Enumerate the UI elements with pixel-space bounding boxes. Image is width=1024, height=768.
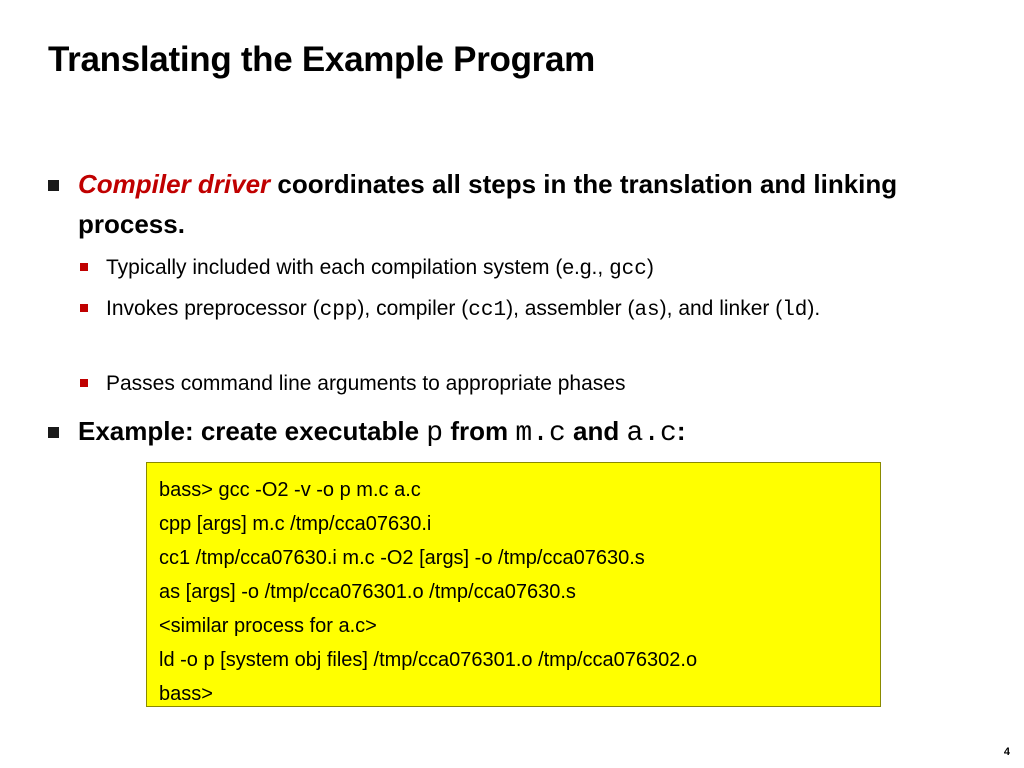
bullet-example <box>48 411 968 454</box>
page-number: 4 <box>1003 746 1010 758</box>
terminal-line: bass> <box>159 683 213 705</box>
text-segment: from <box>443 416 516 446</box>
bullet-text <box>78 164 968 244</box>
bullet-text <box>78 411 968 454</box>
text-segment: : <box>676 416 686 446</box>
terminal-line: ld -o p [system obj files] /tmp/cca076301.o /tmp/cca076302.o <box>159 649 698 671</box>
text-segment: ), and linker ( <box>659 297 783 320</box>
code-as: as <box>634 299 660 322</box>
square-bullet-icon <box>80 379 88 387</box>
text-segment: ). <box>807 297 821 320</box>
text-segment: Example: create executable <box>78 416 427 446</box>
terminal-line: cpp [args] m.c /tmp/cca07630.i <box>159 513 432 535</box>
square-bullet-icon <box>80 263 88 271</box>
terminal-line: <similar process for a.c> <box>159 615 377 637</box>
terminal-line: bass> gcc -O2 -v -o p m.c a.c <box>159 479 421 501</box>
text-segment: ) <box>646 256 654 279</box>
text-segment: ), compiler ( <box>357 297 469 320</box>
code-gcc: gcc <box>609 258 647 281</box>
square-bullet-icon <box>48 427 59 438</box>
square-bullet-icon <box>80 304 88 312</box>
text-segment: Invokes preprocessor ( <box>106 297 320 320</box>
text-segment: ), assembler ( <box>506 297 635 320</box>
sub-bullet-passes <box>80 368 960 400</box>
code-a-c: a.c <box>626 418 677 449</box>
text-segment: and <box>565 416 627 446</box>
code-cpp: cpp <box>319 299 358 322</box>
bullet-body: coordinates all steps in the translation and linking process. <box>78 169 898 239</box>
compiler-driver-term: Compiler driver <box>78 169 271 199</box>
code-m-c: m.c <box>515 418 566 449</box>
slide-title: Translating the Example Program <box>48 40 595 79</box>
code-cc1: cc1 <box>468 299 507 322</box>
sub-bullet-text <box>106 293 960 327</box>
sub-bullet-included <box>80 252 960 286</box>
bullet-compiler-driver <box>48 164 968 244</box>
sub-bullet-text <box>106 252 960 286</box>
terminal-line: as [args] -o /tmp/cca076301.o /tmp/cca07630.s <box>159 581 576 603</box>
code-p: p <box>426 418 444 449</box>
sub-bullet-text: Passes command line arguments to appropriate phases <box>106 372 626 395</box>
code-ld: ld <box>782 299 808 322</box>
text-segment: Typically included with each compilation system (e.g., <box>106 256 610 279</box>
sub-bullet-invokes <box>80 293 960 327</box>
terminal-line: cc1 /tmp/cca07630.i m.c -O2 [args] -o /tmp/cca07630.s <box>159 547 645 569</box>
terminal-output-box <box>146 462 881 707</box>
square-bullet-icon <box>48 180 59 191</box>
